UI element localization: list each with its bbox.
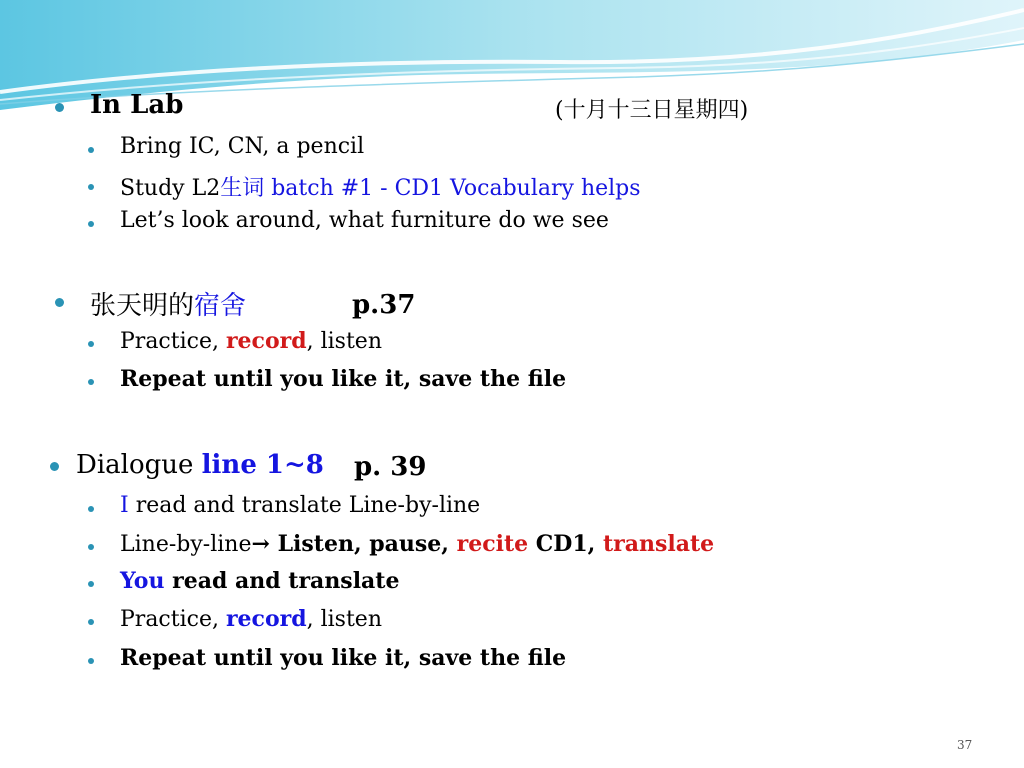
item-bullet — [88, 581, 94, 587]
item-text: read and translate Line-by-line — [128, 493, 481, 518]
date-label: (十月十三日星期四) — [555, 98, 749, 123]
item-text-highlight: record — [225, 328, 307, 354]
list-item — [120, 171, 641, 202]
list-item: Let’s look around, what furniture do we see — [120, 208, 609, 233]
list-item — [120, 531, 714, 557]
section-bullet — [55, 298, 64, 307]
item-text-bold: CD1, — [528, 531, 603, 557]
item-text: Line-by-line — [120, 532, 252, 557]
section-bullet — [55, 103, 64, 112]
list-item: Repeat until you like it, save the file — [120, 366, 567, 392]
page-reference: p. 39 — [354, 452, 427, 482]
item-bullet — [88, 221, 94, 227]
item-text: , listen — [306, 607, 382, 632]
item-text: Practice, — [120, 329, 226, 354]
item-text-highlight: batch #1 - CD1 Vocabulary helps — [264, 176, 641, 201]
item-text-highlight: translate — [602, 531, 715, 557]
title-chinese-highlight: 宿舍 — [194, 291, 247, 321]
list-item — [120, 328, 382, 354]
arrow-right-icon: → — [251, 531, 270, 557]
item-bullet — [88, 147, 94, 153]
title-text: Dialogue — [76, 450, 202, 480]
slide-number: 37 — [957, 738, 973, 752]
section-title-in-lab: In Lab — [90, 90, 184, 120]
list-item — [120, 493, 480, 518]
list-item: Bring IC, CN, a pencil — [120, 134, 365, 159]
list-item: Repeat until you like it, save the file — [120, 645, 567, 671]
item-text-highlight: record — [225, 606, 307, 632]
item-bullet — [88, 658, 94, 664]
item-text: Study L2 — [120, 176, 221, 201]
item-text-bold: read and translate — [164, 568, 400, 594]
item-text-highlight: I — [120, 493, 129, 518]
section-title-dialogue — [76, 450, 324, 480]
title-highlight: line 1~8 — [201, 450, 324, 480]
item-bullet — [88, 506, 94, 512]
item-text-chinese: 生词 — [220, 176, 265, 201]
item-text-bold: Listen, pause, — [269, 531, 457, 557]
item-text-highlight: You — [120, 568, 165, 594]
page-reference: p.37 — [352, 290, 416, 320]
title-chinese: 张天明的 — [90, 291, 195, 321]
list-item — [120, 568, 399, 594]
item-bullet — [88, 619, 94, 625]
item-bullet — [88, 341, 94, 347]
section-title-dorm — [90, 285, 246, 322]
item-bullet — [88, 184, 94, 190]
list-item — [120, 606, 382, 632]
item-bullet — [88, 379, 94, 385]
item-text: Practice, — [120, 607, 226, 632]
item-text: , listen — [306, 329, 382, 354]
item-bullet — [88, 544, 94, 550]
item-text-highlight: recite — [456, 531, 529, 557]
section-bullet — [50, 462, 59, 471]
